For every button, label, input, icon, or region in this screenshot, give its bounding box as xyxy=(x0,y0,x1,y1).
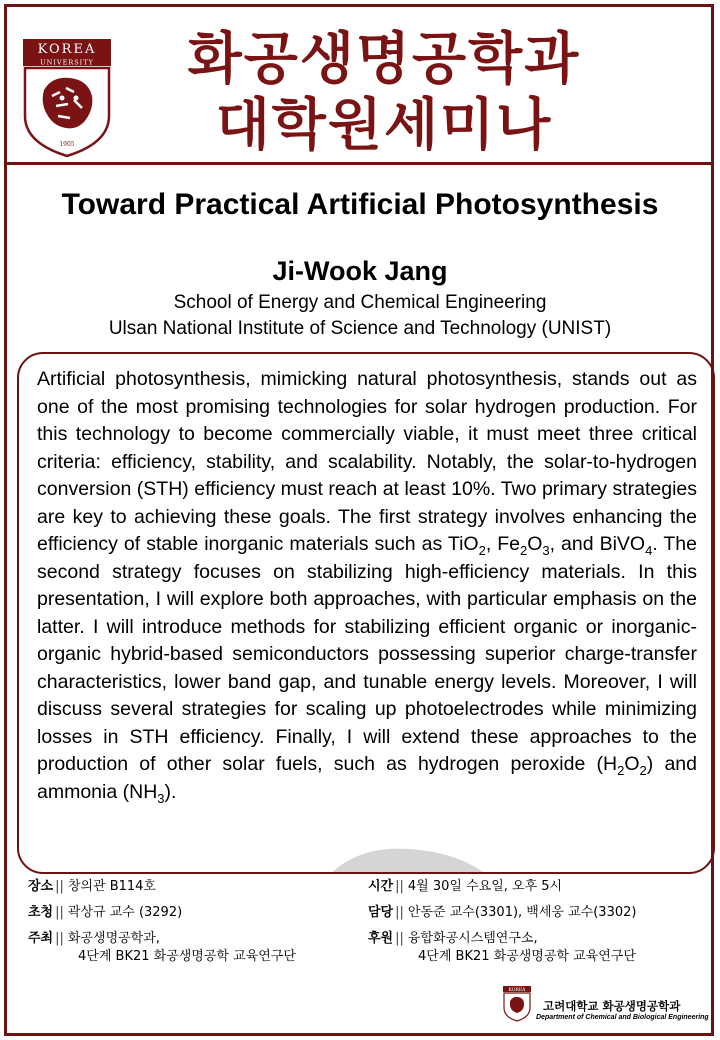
info-invite: 초청 || 곽상규 교수 (3292) xyxy=(28,905,183,920)
abstract-box xyxy=(17,352,715,874)
svg-text:UNIVERSITY: UNIVERSITY xyxy=(40,58,94,67)
speaker-affiliation-institution: Ulsan National Institute of Science and Technology (UNIST) xyxy=(108,318,612,339)
info-manager: 담당 || 안동준 교수(3301), 백세웅 교수(3302) xyxy=(368,905,637,920)
info-sponsor: 후원 || 융합화공시스템연구소, 4단계 BK21 화공생명공학 교육연구단 xyxy=(368,931,636,964)
svg-text:KOREA: KOREA xyxy=(508,988,526,993)
seminar-title-line1: 화공생명공학과 xyxy=(187,27,581,92)
info-host: 주최 || 화공생명공학과, 4단계 BK21 화공생명공학 교육연구단 xyxy=(28,931,296,964)
korea-university-crest-logo xyxy=(22,38,112,158)
info-place: 장소 || 창의관 B114호 xyxy=(28,879,156,894)
speaker-name: Ji-Wook Jang xyxy=(272,256,448,286)
footer-university-logo xyxy=(503,986,531,1022)
svg-text:KOREA: KOREA xyxy=(37,42,97,57)
footer-department-english: Department of Chemical and Biological Engineering xyxy=(536,1014,709,1021)
speaker-affiliation-department: School of Energy and Chemical Engineering xyxy=(173,292,547,313)
seminar-title-line2: 대학원세미나 xyxy=(215,93,553,158)
tiger-watermark-image xyxy=(249,824,549,874)
header xyxy=(4,4,714,165)
footer-department-korean: 고려대학교 화공생명공학과 xyxy=(543,999,681,1013)
svg-text:1905: 1905 xyxy=(59,141,75,148)
talk-title: Toward Practical Artificial Photosynthesis xyxy=(61,188,659,221)
info-time: 시간 || 4월 30일 수요일, 오후 5시 xyxy=(368,879,563,894)
abstract-text: Artificial photosynthesis, mimicking natural photosynthesis, stands out as one of the most promising technologies for solar hydrogen production. For this technology to become commercially viable, it must meet three critical criteria: efficiency, stability, and scalability. Notably, the solar-to-hydrogen conversion (STH) efficiency must reach at least 10%. Two primary strategies are key to achieving these goals. The first strategy involves enhancing the efficiency of stable inorganic materials such as TiO$_2$, $Fe_2O_3$, and BiVO$_4$. The second strategy focuses on stabilizing high-efficiency materials. In this presentation, I will explore both approaches, with particular emphasis on the latter. I will introduce methods for stabilizing efficient organic or inorganic-organic hybrid-based semiconductors possessing superior charge-transfer characteristics, lower band gap, and tunable energy levels. Moreover, I will discuss several strategies for scaling up photoelectrodes while minimizing losses in STH efficiency. Finally, I will extend these approaches to the production of other solar fuels, such as hydrogen peroxide $(H_2O_2)$ and ammonia $(NH_3)$. xyxy=(37,368,697,806)
